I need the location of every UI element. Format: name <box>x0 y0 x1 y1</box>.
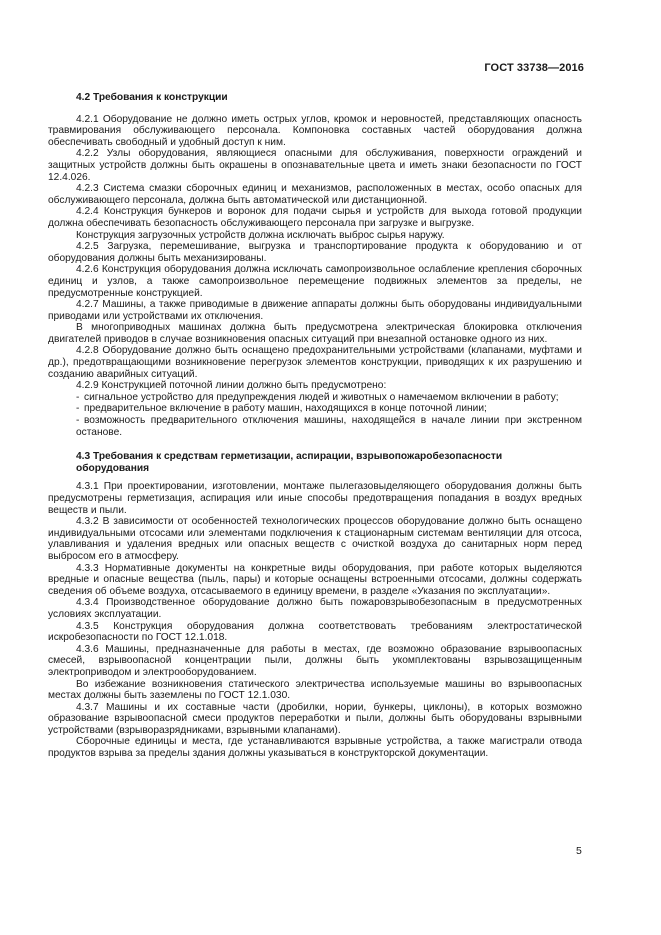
paragraph: 4.2.6 Конструкция оборудования должна исключать самопроизвольное ослабление крепления сборочных единиц и узлов, а также самопроизвольное перемещение подвижных элементов за пределы, не предусмотренные конструкцией. <box>48 264 582 299</box>
paragraph: 4.2.7 Машины, а также приводимые в движение аппараты должны быть оборудованы индивидуальными приводами или устройствами их отключения. <box>48 299 582 322</box>
paragraph: 4.2.4 Конструкция бункеров и воронок для подачи сырья и устройств для выхода готовой продукции должна обеспечивать безопасность обслуживающего персонала при загрузке и выгрузке. <box>48 206 582 229</box>
paragraph: В многоприводных машинах должна быть предусмотрена электрическая блокировка отключения двигателей приводов в случае возникновения опасных ситуаций при внезапной остановке одного из них. <box>48 322 582 345</box>
paragraph: 4.3.6 Машины, предназначенные для работы в местах, где возможно образование взрывоопасных смесей, взрывоопасной концентрации пыли, должны быть укомплектованы взрывозащищенным электроприводом и электрооборудованием. <box>48 643 582 678</box>
paragraph: 4.2.8 Оборудование должно быть оснащено предохранительными устройствами (клапанами, муфтами и др.), предотвращающими возникновение перегрузок элементов конструкции, приводящих к их разрушению и созданию аварийных ситуаций. <box>48 345 582 380</box>
section-4-2-title: 4.2 Требования к конструкции <box>76 92 228 103</box>
paragraph: 4.3.2 В зависимости от особенностей технологических процессов оборудование должно быть оснащено индивидуальными отсосами или элементами подключения к стационарным системам вентиляции для отсоса, улавливания и удаления вредных или опасных веществ с очисткой воздуха до санитарных норм перед выбросом его в атмосферу. <box>48 516 582 562</box>
page-number: 5 <box>576 845 582 857</box>
paragraph: 4.3.7 Машины и их составные части (дробилки, нории, бункеры, циклоны), в которых возможно образование взрывоопасной смеси продуктов переработки и пыли, должны быть оборудованы взрывными устройствами (взрыворазрядниками, взрывными клапанами). <box>48 701 582 736</box>
dash-marker: - <box>76 403 80 415</box>
dash-marker: - <box>76 415 80 427</box>
paragraph: 4.3.1 При проектировании, изготовлении, монтаже пылегазовыделяющего оборудования должны быть предусмотрены герметизация, аспирация или иные способы предотвращения попадания в воздух вредных веществ и пыли. <box>48 481 582 516</box>
paragraph: 4.2.9 Конструкцией поточной линии должно быть предусмотрено: <box>76 380 387 392</box>
paragraph: 4.2.5 Загрузка, перемешивание, выгрузка и транспортирование продукта к оборудованию и от оборудования должны быть механизированы. <box>48 241 582 264</box>
list-item: - возможность предварительного отключения машины, находящейся в начале линии при экстренном останове. <box>76 415 582 438</box>
paragraph: 4.3.3 Нормативные документы на конкретные виды оборудования, при работе которых выделяются вредные и опасные вещества (пыль, пары) и которые оснащены встроенными отсосами, должны содержать сведения об объеме воздуха, отсасываемого в единицу времени, в разделе «Указания по эксплуатации». <box>48 562 582 597</box>
paragraph: 4.2.2 Узлы оборудования, являющиеся опасными для обслуживания, поверхности ограждений и защитных устройств должны быть окрашены в опознавательные цвета и иметь знаки безопасности по ГОСТ 12.4.026. <box>48 148 582 183</box>
paragraph: Сборочные единицы и места, где устанавливаются взрывные устройства, а также магистрали отвода продуктов взрыва за пределы здания должны указываться в конструкторской документации. <box>48 736 582 760</box>
paragraph: Во избежание возникновения статического электричества используемые машины во взрывоопасных местах должны быть заземлены по ГОСТ 12.1.030. <box>48 678 582 702</box>
list-item: - сигнальное устройство для предупреждения людей и животных о намечаемом включении в работу; <box>76 391 559 403</box>
list-item: - предварительное включение в работу машин, находящихся в конце поточной линии; <box>76 403 487 415</box>
document-body <box>48 92 582 760</box>
paragraph: 4.3.4 Производственное оборудование должно быть пожаровзрывобезопасным в предусмотренных условиях эксплуатации. <box>48 597 582 620</box>
paragraph: Конструкция загрузочных устройств должна исключать выброс сырья наружу. <box>76 229 445 241</box>
standard-header: ГОСТ 33738—2016 <box>484 62 584 74</box>
dash-marker: - <box>76 391 80 403</box>
section-4-3-title: 4.3 Требования к средствам герметизации, аспирации, взрывопожаробезопасности оборудования <box>76 451 503 474</box>
paragraph: 4.2.1 Оборудование не должно иметь острых углов, кромок и неровностей, представляющих опасность травмирования обслуживающего персонала. Компоновка составных частей оборудования должна обеспечивать свободный и удобный доступ к ним. <box>48 113 582 148</box>
paragraph: 4.2.3 Система смазки сборочных единиц и механизмов, расположенных в местах, особо опасных для обслуживающего персонала, должна быть автоматической или дистанционной. <box>48 183 582 206</box>
paragraph: 4.3.5 Конструкция оборудования должна соответствовать требованиям электростатической искробезопасности по ГОСТ 12.1.018. <box>48 620 582 644</box>
